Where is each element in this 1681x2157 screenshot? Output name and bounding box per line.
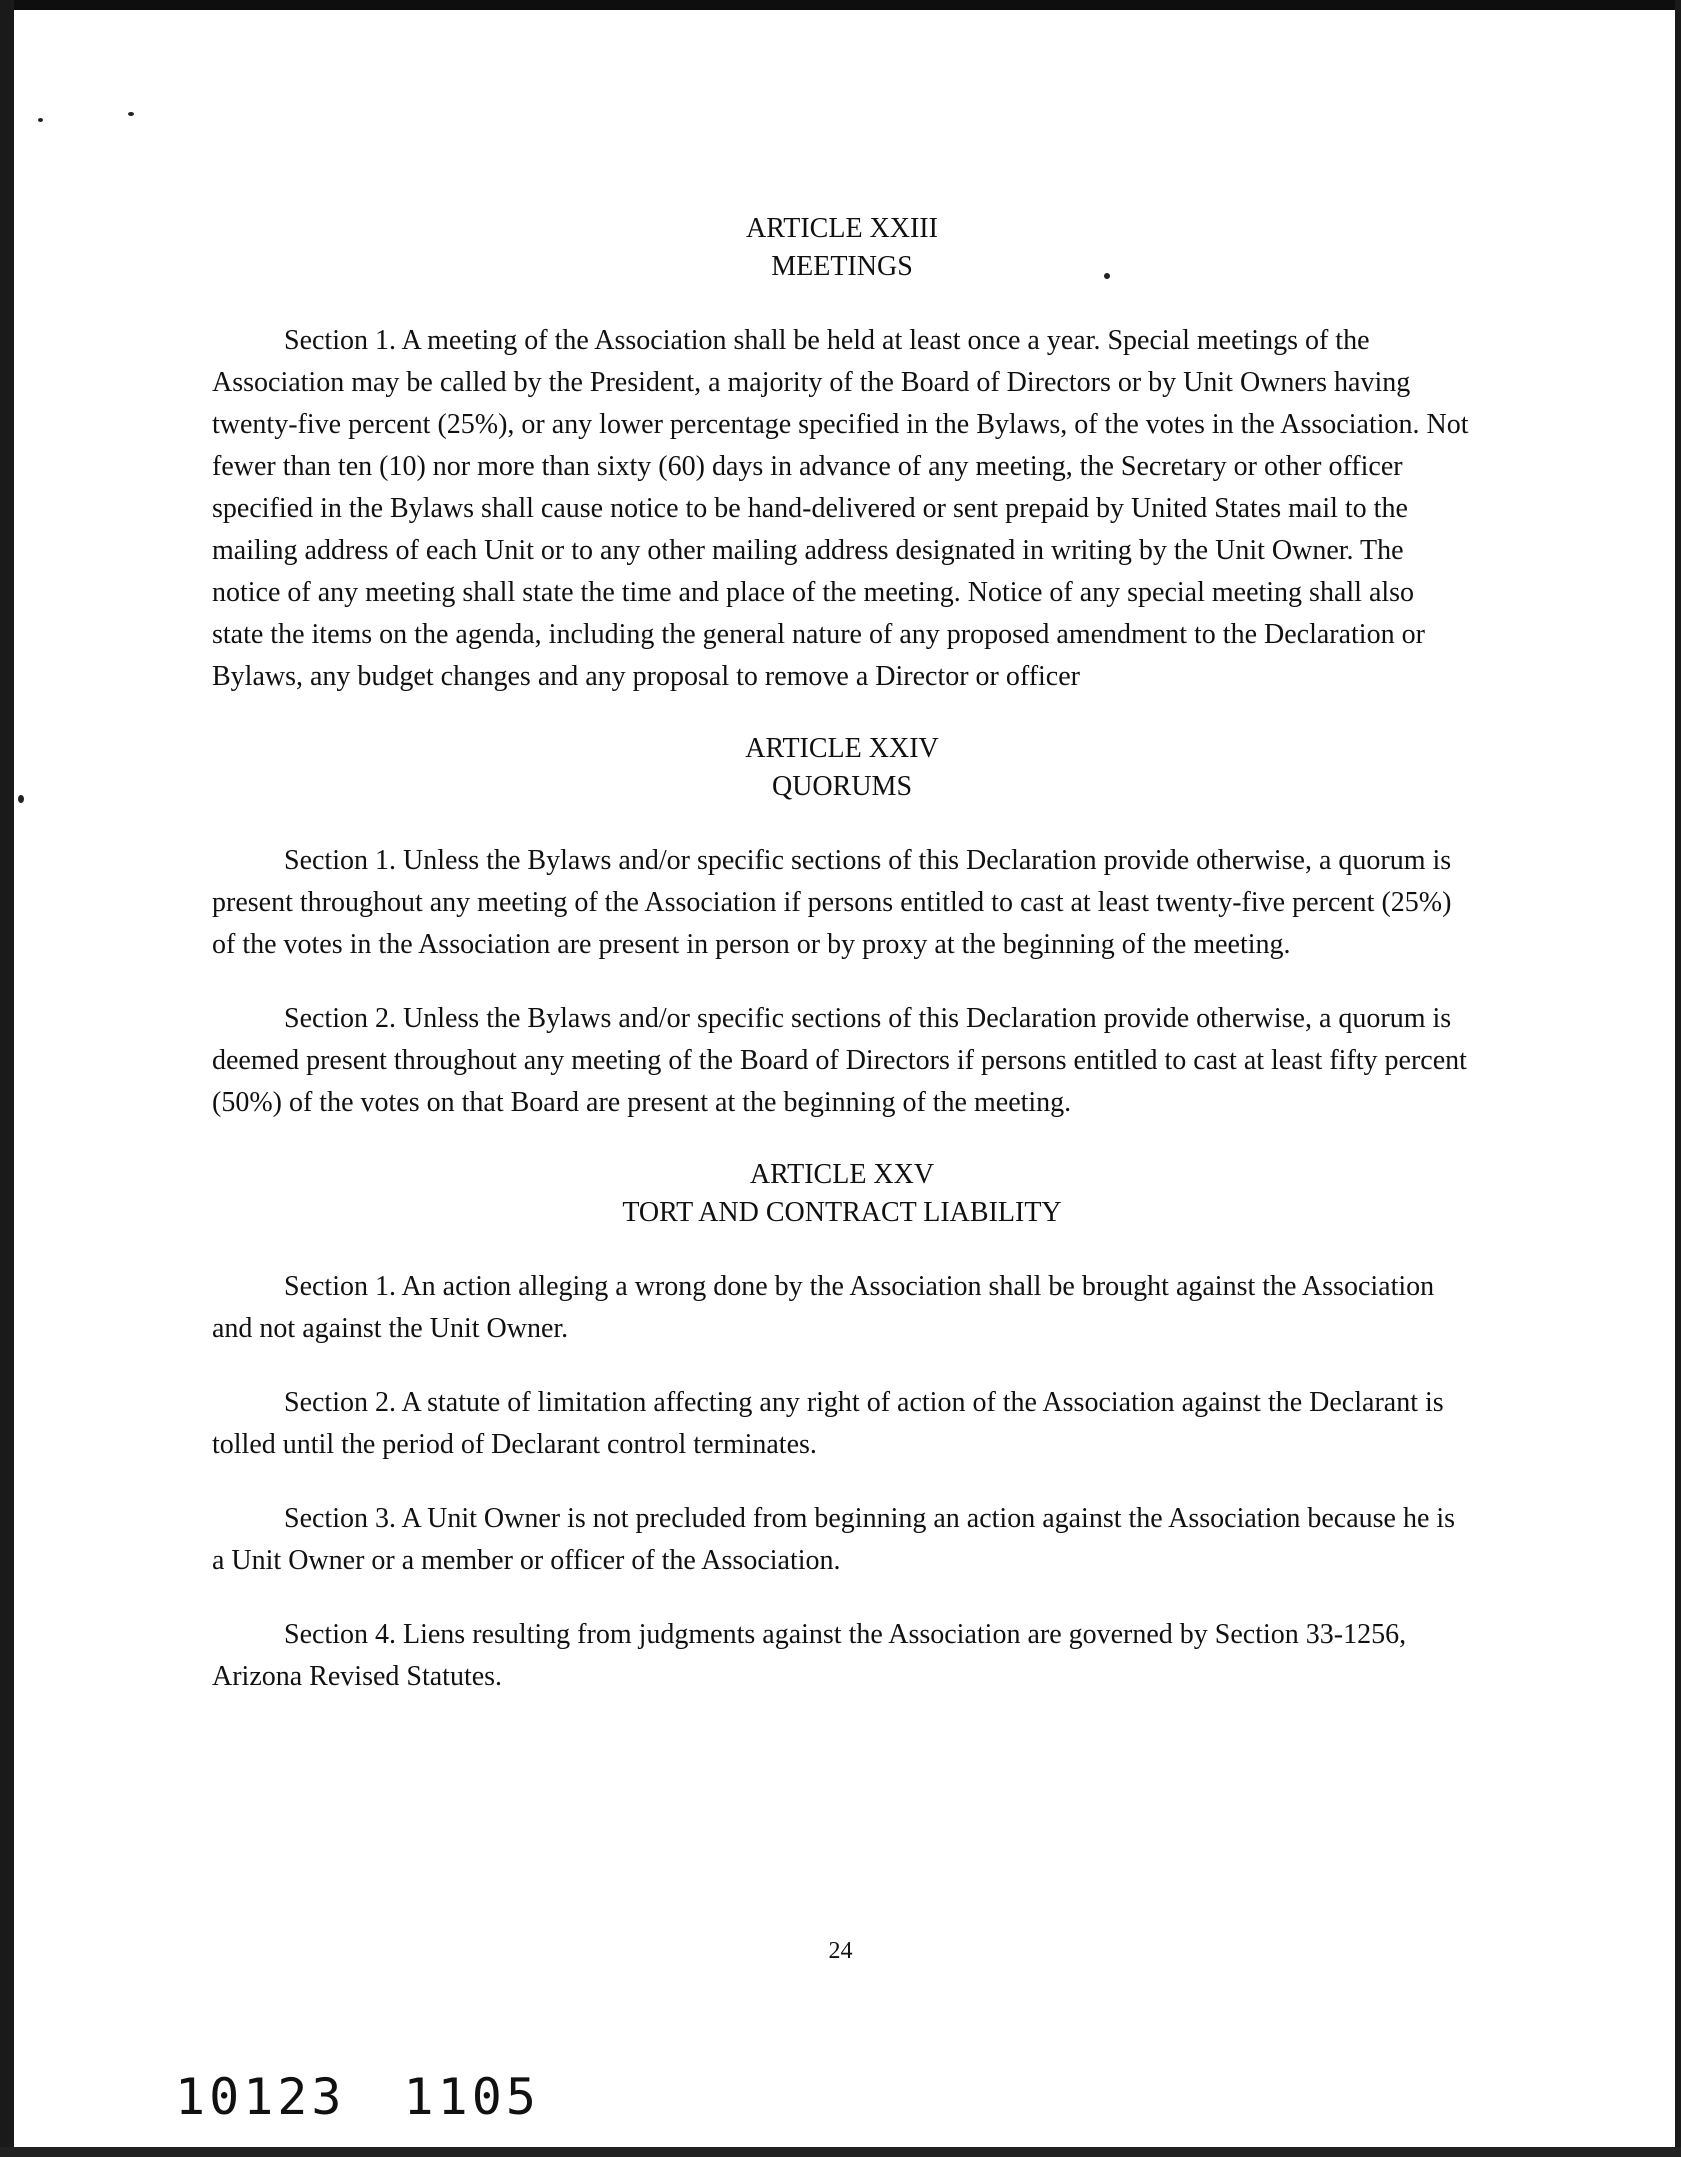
section-paragraph: Section 1. A meeting of the Association shall be held at least once a year. Special meetings of the Association may be called by the President, a majority of the Board of Directors or by Unit Owners having twenty-five percent (25%), or any lower percentage specified in the Bylaws, of the votes in the Association. Not fewer than ten (10) nor more than sixty (60) days in advance of any meeting, the Secretary or other officer specified in the Bylaws shall cause notice to be hand-delivered or sent prepaid by United States mail to the mailing address of each Unit or to any other mailing address designated in writing by the Unit Owner. The notice of any meeting shall state the time and place of the meeting. Notice of any special meeting shall also state the items on the agenda, including the general nature of any proposed amendment to the Declaration or Bylaws, any budget changes and any proposal to remove a Director or officer	[212, 325, 1469, 692]
article-number: ARTICLE XXIII	[746, 213, 938, 244]
document-stamp-number	[175, 2068, 540, 2126]
article-xxiv	[212, 730, 1472, 1124]
section-paragraph: Section 1. An action alleging a wrong done by the Association shall be brought against the Association and not against the Unit Owner.	[212, 1271, 1435, 1344]
scan-edge-left	[0, 0, 14, 2157]
article-number: ARTICLE XXIV	[745, 733, 939, 764]
scan-edge-right	[1675, 0, 1681, 2157]
stamp-right: 1105	[403, 2068, 540, 2126]
scan-speck	[18, 795, 24, 803]
page-number: 24	[828, 1938, 853, 1964]
article-title: MEETINGS	[771, 251, 913, 282]
section-paragraph: Section 3. A Unit Owner is not precluded from beginning an action against the Association because he is a Unit Owner or a member or officer of the Association.	[212, 1503, 1456, 1576]
article-xxiii	[212, 210, 1472, 698]
section-paragraph: Section 2. Unless the Bylaws and/or specific sections of this Declaration provide otherwise, a quorum is deemed present throughout any meeting of the Board of Directors if persons entitled to cast at least fifty percent (50%) of the votes on that Board are present at the beginning of the meeting.	[212, 1003, 1467, 1118]
stamp-left: 10123	[175, 2068, 346, 2126]
section-paragraph: Section 1. Unless the Bylaws and/or specific sections of this Declaration provide otherwise, a quorum is present throughout any meeting of the Association if persons entitled to cast at least twenty-five percent (25%) of the votes in the Association are present in person or by proxy at the beginning of the meeting.	[212, 845, 1452, 960]
article-title: TORT AND CONTRACT LIABILITY	[622, 1197, 1062, 1228]
scan-edge-top	[0, 0, 1681, 10]
section-paragraph: Section 2. A statute of limitation affecting any right of action of the Association against the Declarant is tolled until the period of Declarant control terminates.	[212, 1387, 1444, 1460]
scan-speck	[38, 118, 43, 122]
section-paragraph: Section 4. Liens resulting from judgments against the Association are governed by Section 33-1256, Arizona Revised Statutes.	[212, 1619, 1407, 1692]
article-title: QUORUMS	[771, 771, 913, 802]
document-body	[212, 210, 1472, 1730]
article-xxv	[212, 1156, 1472, 1698]
scan-speck	[128, 112, 134, 116]
scan-edge-bottom	[0, 2147, 1681, 2157]
article-number: ARTICLE XXV	[749, 1159, 935, 1190]
